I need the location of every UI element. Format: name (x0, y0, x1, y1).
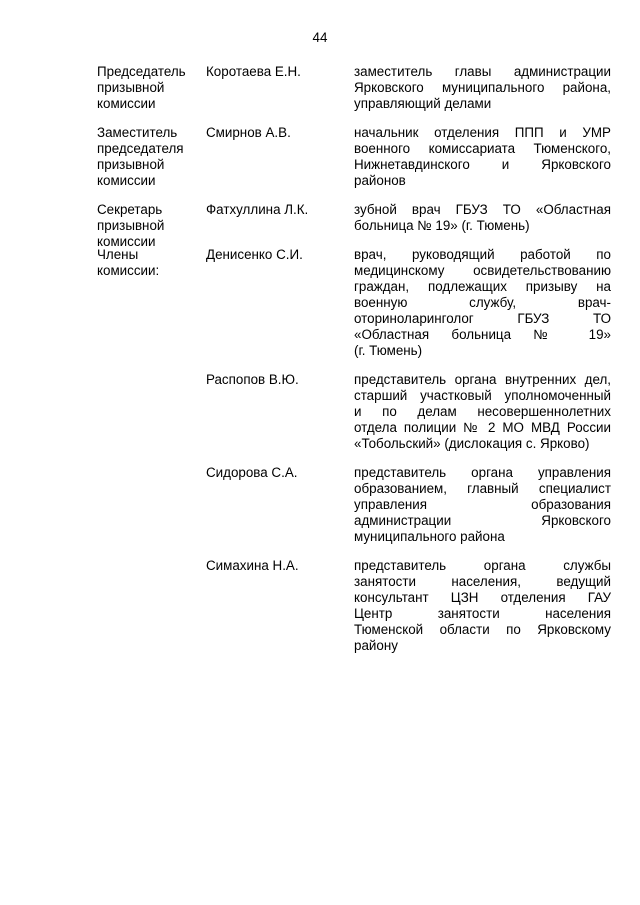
member-position (354, 64, 611, 112)
member-position-line: управляющий делами (354, 96, 492, 111)
member-position-line: и по делам несовершеннолетних (354, 404, 611, 419)
member-role (97, 64, 202, 112)
commission-member-row (97, 64, 611, 112)
member-position-line: заместитель главы администрации (354, 64, 611, 79)
member-role (97, 247, 202, 279)
member-role-line: председателя (97, 141, 184, 156)
member-position-line: районов (354, 173, 406, 188)
member-position-line: образованием, главный специалист (354, 481, 611, 496)
member-position-line: старший участковый уполномоченный (354, 388, 611, 403)
member-position-line: оториноларинголог ГБУЗ ТО (354, 311, 611, 326)
commission-member-row (97, 372, 611, 452)
member-position-line: представитель органа управления (354, 465, 611, 480)
commission-member-row (97, 202, 611, 249)
member-role (97, 125, 202, 189)
member-role (97, 202, 202, 250)
row-spacer (97, 452, 611, 465)
member-name: Сидорова С.А. (206, 465, 298, 480)
member-position (354, 125, 611, 189)
member-position-line: Нижнетавдинского и Ярковского (354, 157, 611, 172)
member-position-line: зубной врач ГБУЗ ТО «Областная (354, 202, 611, 217)
member-position (354, 558, 611, 654)
member-role-line: Заместитель (97, 125, 178, 140)
member-name: Симахина Н.А. (206, 558, 299, 573)
member-position-line: представитель органа внутренних дел, (354, 372, 611, 387)
member-name: Смирнов А.В. (206, 125, 291, 140)
member-name: Денисенко С.И. (206, 247, 303, 262)
member-position-line: «Тобольский» (дислокация с. Ярково) (354, 436, 590, 451)
member-position-line: военную службу, врач- (354, 295, 611, 310)
member-position-line: начальник отделения ППП и УМР (354, 125, 611, 140)
member-position-line: району (354, 638, 398, 653)
member-role-line: Члены (97, 247, 139, 262)
member-name: Фатхуллина Л.К. (206, 202, 309, 217)
member-position-line: (г. Тюмень) (354, 343, 423, 358)
member-position-line: консультант ЦЗН отделения ГАУ (354, 590, 611, 605)
commission-member-row (97, 247, 611, 359)
member-position (354, 465, 611, 545)
member-position-line: граждан, подлежащих призыву на (354, 279, 611, 294)
member-position (354, 202, 611, 234)
row-spacer (97, 112, 611, 125)
member-role-line: комиссии (97, 234, 156, 249)
member-position (354, 247, 611, 359)
member-position-line: медицинскому освидетельствованию (354, 263, 611, 278)
member-role-line: призывной (97, 218, 165, 233)
member-position-line: врач, руководящий работой по (354, 247, 611, 262)
member-role-line: комиссии (97, 96, 156, 111)
row-spacer (97, 545, 611, 558)
row-spacer (97, 359, 611, 372)
member-role-line: комиссии: (97, 263, 160, 278)
member-position-line: «Областная больница № 19» (354, 327, 611, 342)
row-spacer (97, 189, 611, 202)
member-position-line: управления образования (354, 497, 611, 512)
member-position-line: больница № 19» (г. Тюмень) (354, 218, 530, 233)
member-position-line: представитель органа службы (354, 558, 611, 573)
member-role-line: комиссии (97, 173, 156, 188)
member-position-line: Центр занятости населения (354, 606, 611, 621)
member-position (354, 372, 611, 452)
member-position-line: Тюменской области по Ярковскому (354, 622, 611, 637)
member-role-line: призывной (97, 157, 165, 172)
commission-member-row (97, 125, 611, 189)
member-position-line: военного комиссариата Тюменского, (354, 141, 611, 156)
member-position-line: Ярковского муниципального района, (354, 80, 611, 95)
member-role-line: Секретарь (97, 202, 163, 217)
page-number: 44 (312, 30, 328, 45)
member-role-line: призывной (97, 80, 165, 95)
commission-member-row (97, 558, 611, 654)
commission-list (97, 64, 611, 667)
member-position-line: администрации Ярковского (354, 513, 611, 528)
member-name: Распопов В.Ю. (206, 372, 299, 387)
commission-member-row (97, 465, 611, 545)
row-spacer (97, 654, 611, 667)
member-position-line: занятости населения, ведущий (354, 574, 611, 589)
member-position-line: муниципального района (354, 529, 505, 544)
member-name: Коротаева Е.Н. (206, 64, 301, 79)
member-role-line: Председатель (97, 64, 186, 79)
member-position-line: отдела полиции № 2 МО МВД России (354, 420, 611, 435)
